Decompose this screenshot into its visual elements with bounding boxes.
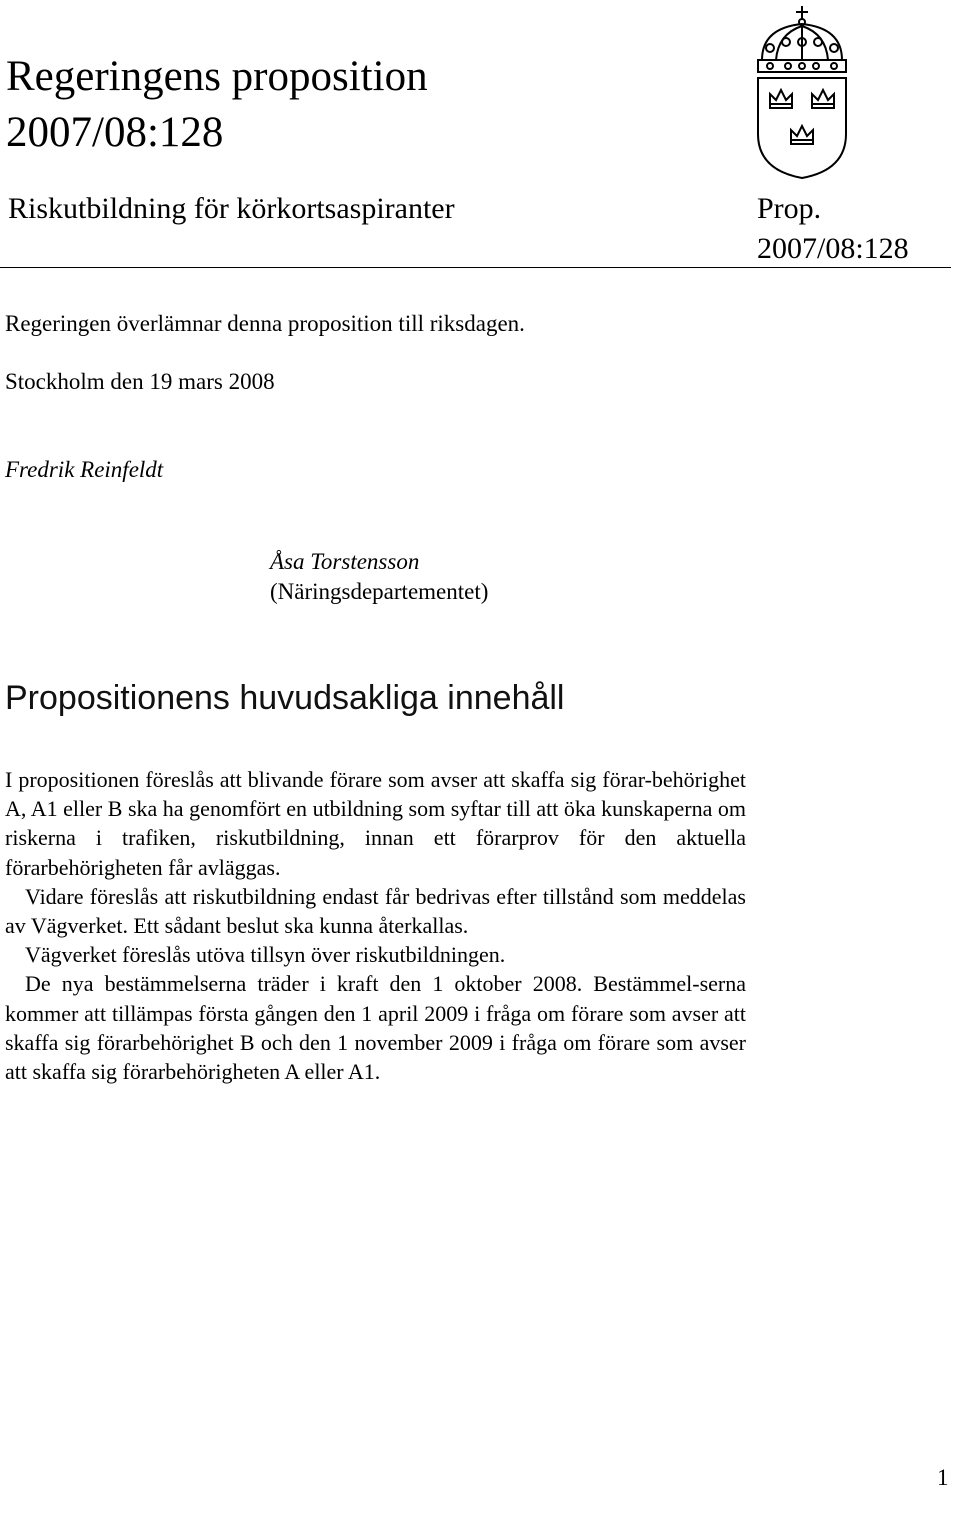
swedish-coat-of-arms-icon: [748, 2, 856, 180]
document-subtitle: Riskutbildning för körkortsaspiranter: [8, 192, 455, 225]
header-divider: [0, 267, 951, 268]
section-heading: Propositionens huvudsakliga innehåll: [5, 679, 565, 717]
page-number: 1: [937, 1465, 949, 1490]
prime-minister-signature: Fredrik Reinfeldt: [5, 457, 164, 482]
body-paragraph: De nya bestämmelserna träder i kraft den 1 oktober 2008. Bestämmel-serna kommer att tillämpas första gången den 1 april 2009 i fråga om förare som avser att skaffa sig förarbehörighet B och den 1 november 2009 i fråga om förare som avser att skaffa sig förarbehörigheten A eller A1.: [5, 971, 746, 1085]
body-paragraph: Vidare föreslås att riskutbildning endast får bedrivas efter tillstånd som meddelas av Vägverket. Ett sådant beslut ska kunna återkallas.: [5, 883, 746, 939]
prop-number: 2007/08:128: [757, 232, 909, 265]
body-paragraph: I propositionen föreslås att blivande förare som avser att skaffa sig förar-behörighet A, A1 eller B ska ha genomfört en utbildning som syftar till att öka kunskaperna om riskerna i trafiken, riskutbildning, innan ett förarprov för den aktuella förarbehörigheten får avläggas.: [5, 767, 746, 880]
minister-signature: Åsa Torstensson: [270, 549, 420, 574]
place-date: Stockholm den 19 mars 2008: [5, 369, 275, 394]
prop-label: Prop.: [757, 192, 822, 225]
body-paragraph: Vägverket föreslås utöva tillsyn över riskutbildningen.: [25, 942, 506, 968]
submission-statement: Regeringen överlämnar denna proposition till riksdagen.: [5, 311, 525, 336]
document-number: 2007/08:128: [6, 109, 224, 156]
document-title: Regeringens proposition: [6, 53, 428, 100]
section-body: [5, 765, 746, 1086]
department-name: (Näringsdepartementet): [270, 579, 489, 604]
